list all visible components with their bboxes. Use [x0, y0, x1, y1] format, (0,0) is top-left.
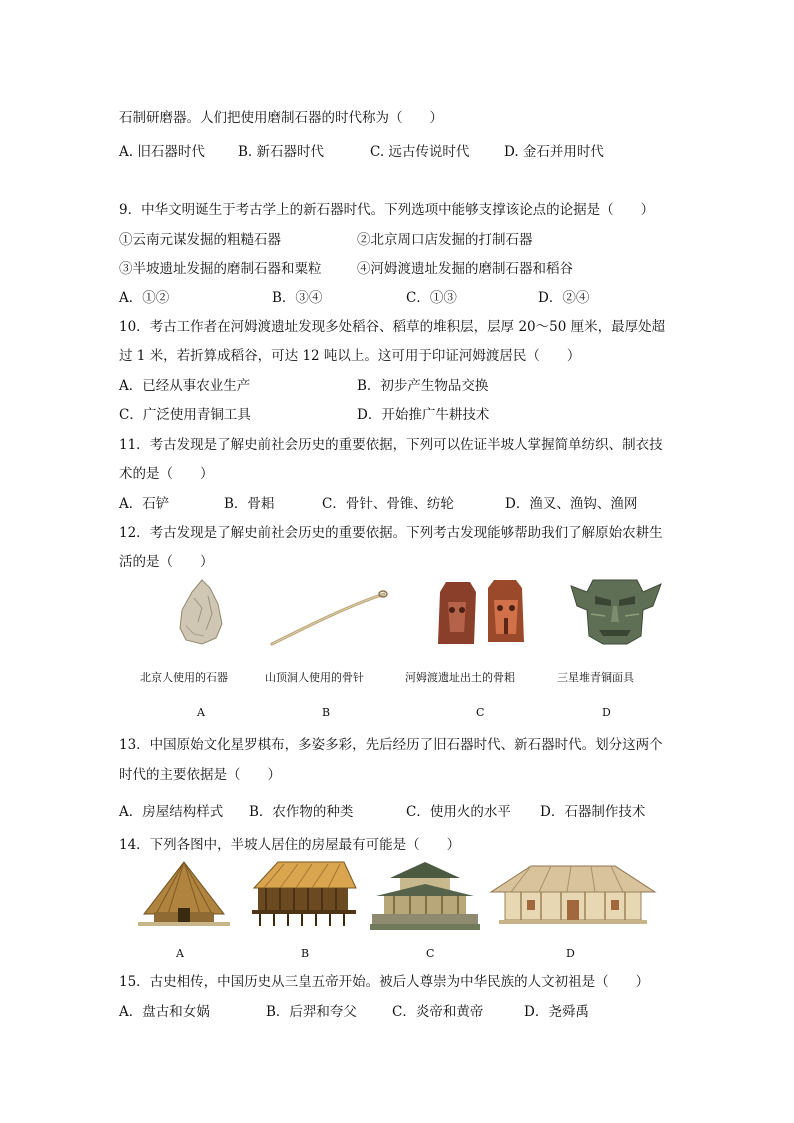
q15-option-d: D．尧舜禹	[524, 1004, 589, 1020]
q10-option-d: D．开始推广牛耕技术	[357, 407, 490, 423]
q13-option-c: C．使用火的水平	[406, 804, 511, 820]
q12-caption-d: 三星堆青铜面具	[557, 671, 634, 684]
q13-stem-line2: 时代的主要依据是（ ）	[119, 767, 281, 783]
q9-option-a: A．①②	[119, 290, 170, 306]
q10-stem-line2: 过 1 米，若折算成稻谷，可达 12 吨以上。这可用于印证河姆渡居民（ ）	[119, 348, 581, 364]
q9-option-b: B．③④	[272, 290, 323, 306]
q15-option-b: B．后羿和夸父	[266, 1004, 357, 1020]
q14-letter-c: C	[426, 947, 435, 960]
palace-building-image	[370, 860, 480, 932]
q9-item-2: ②北京周口店发掘的打制石器	[357, 232, 533, 248]
q12-letter-b: B	[322, 706, 331, 719]
bone-spade-image	[432, 578, 532, 650]
q12-letter-d: D	[602, 706, 611, 719]
q13-option-b: B．农作物的种类	[249, 804, 354, 820]
q14-stem: 14．下列各图中，半坡人居住的房屋最有可能是（ ）	[119, 837, 461, 853]
q15-option-a: A．盘古和女娲	[119, 1004, 210, 1020]
q13-option-a: A．房屋结构样式	[119, 804, 224, 820]
q8-option-d: D. 金石并用时代	[504, 144, 604, 160]
q9-item-3: ③半坡遗址发掘的磨制石器和粟粒	[119, 261, 322, 277]
q12-caption-c: 河姆渡遗址出土的骨耜	[405, 671, 515, 684]
q11-option-c: C．骨针、骨锥、纺轮	[322, 496, 454, 512]
q11-stem-line1: 11．考古发现是了解史前社会历史的重要依据，下列可以佐证半坡人掌握简单纺织、制衣技	[119, 437, 663, 453]
q10-option-b: B．初步产生物品交换	[357, 378, 489, 394]
round-hut-image	[138, 858, 230, 930]
q9-item-1: ①云南元谋发掘的粗糙石器	[119, 232, 281, 248]
q14-letter-a: A	[176, 947, 184, 960]
q8-option-a: A. 旧石器时代	[119, 144, 205, 160]
q12-caption-b: 山顶洞人使用的骨针	[265, 671, 364, 684]
q15-stem: 15．古史相传，中国历史从三皇五帝开始。被后人尊崇为中华民族的人文初祖是（ ）	[119, 974, 650, 990]
q9-option-d: D．②④	[538, 290, 590, 306]
q11-option-b: B．骨耜	[224, 496, 275, 512]
q15-option-c: C．炎帝和黄帝	[392, 1004, 484, 1020]
q12-stem-line2: 活的是（ ）	[119, 554, 214, 570]
q8-stem: 石制研磨器。人们把使用磨制石器的时代称为（ ）	[119, 110, 443, 126]
long-house-image	[487, 862, 659, 932]
q12-stem-line1: 12．考古发现是了解史前社会历史的重要依据。下列考古发现能够帮助我们了解原始农耕生	[119, 525, 663, 541]
q9-stem: 9．中华文明诞生于考古学上的新石器时代。下列选项中能够支撑该论点的论据是（ ）	[119, 202, 655, 218]
q13-option-d: D．石器制作技术	[540, 804, 646, 820]
q8-option-c: C. 远古传说时代	[370, 144, 470, 160]
q11-stem-line2: 术的是（ ）	[119, 466, 214, 482]
q10-option-a: A．已经从事农业生产	[119, 378, 251, 394]
q12-letter-a: A	[197, 706, 205, 719]
q10-stem-line1: 10．考古工作者在河姆渡遗址发现多处稻谷、稻草的堆积层，层厚 20～50 厘米，最厚处超	[119, 319, 666, 335]
stilt-house-image	[240, 858, 360, 930]
q10-option-c: C．广泛使用青铜工具	[119, 407, 251, 423]
q14-letter-b: B	[301, 947, 310, 960]
q12-letter-c: C	[476, 706, 485, 719]
q8-option-b: B. 新石器时代	[238, 144, 325, 160]
q11-option-d: D．渔叉、渔钩、渔网	[505, 496, 638, 512]
bronze-mask-image	[565, 576, 665, 648]
q9-option-c: C．①③	[406, 290, 457, 306]
stone-tool-image	[172, 578, 230, 646]
q9-item-4: ④河姆渡遗址发掘的磨制石器和稻谷	[357, 261, 573, 277]
q12-caption-a: 北京人使用的石器	[140, 671, 228, 684]
bone-needle-image	[268, 588, 392, 648]
q11-option-a: A．石铲	[119, 496, 170, 512]
q14-letter-d: D	[566, 947, 575, 960]
q13-stem-line1: 13．中国原始文化星罗棋布，多姿多彩，先后经历了旧石器时代、新石器时代。划分这两个	[119, 737, 663, 753]
